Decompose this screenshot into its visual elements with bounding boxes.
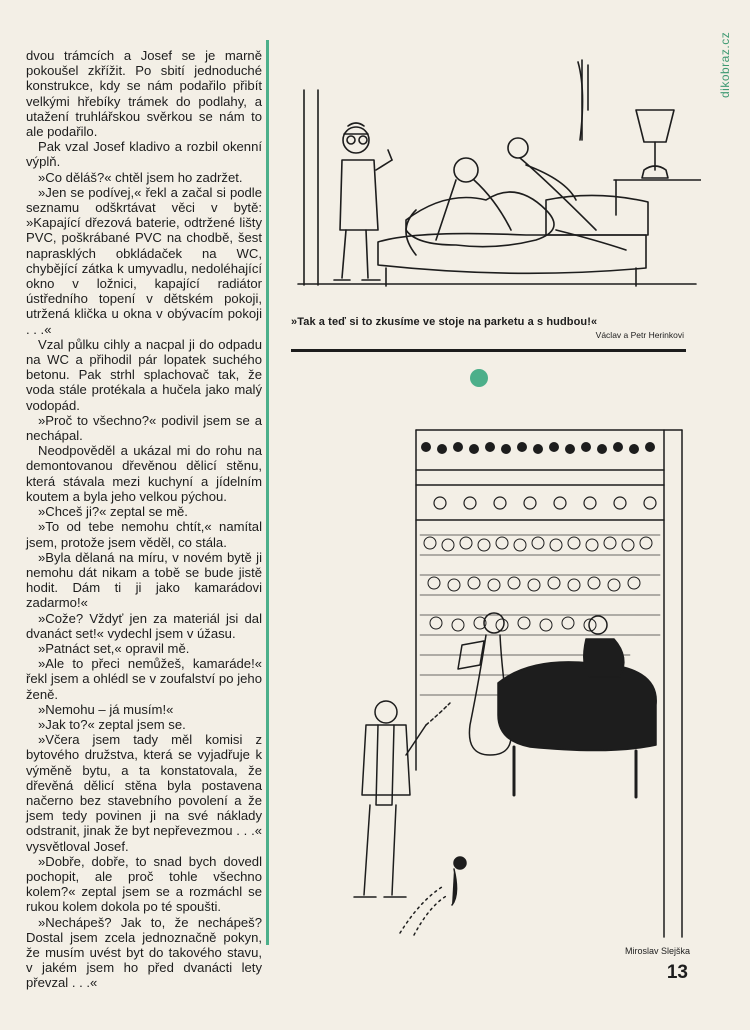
article-paragraph: »Včera jsem tady měl komisi z bytového družstva, která se vyjadřuje k výměně bytu, a ta konstatovala, že dřevěná dělicí stěna byla postavena načerno bez stavebního povolení a že jsem tedy povinen ji na své náklady odstranit, jinak že byt nepřevezmou . . .« vysvětloval Josef. [26, 732, 262, 854]
page-number: 13 [666, 962, 688, 983]
article-paragraph: Pak vzal Josef kladivo a rozbil okenní výplň. [26, 139, 262, 170]
article-paragraph: »Nemohu – já musím!« [38, 701, 174, 717]
article-paragraph: »Co děláš?« chtěl jsem ho zadržet. [38, 169, 243, 185]
article-paragraph: »Ale to přeci nemůžeš, kamaráde!« řekl jsem a ohlédl se v zoufalství po jeho ženě. [26, 656, 262, 702]
site-watermark: dikobraz.cz [718, 31, 732, 98]
cartoon-bedroom-illustration [296, 30, 701, 300]
section-rule [291, 349, 686, 352]
green-dot-ornament [470, 369, 488, 387]
cartoon-caption: »Tak a teď si to zkusíme ve stoje na parketu a s hudbou!« [291, 316, 598, 328]
article-column [26, 48, 262, 991]
article-paragraph: »Proč to všechno?« podivil jsem se a nechápal. [26, 412, 262, 444]
article-paragraph: »Jen se podívej,« řekl a začal si podle seznamu odškrtávat věci v bytě: »Kapající dřezová baterie, odtržené lišty PVC, poškrábané PVC na chodbě, šest naprasklých obkládaček na WC, chybějící zátka k umyvadlu, nedoléhající okno v ložnici, kapající radiátor ústředního topení v dětském pokoji, utržená klička u okna v obývacím pokoji . . .« [26, 184, 262, 337]
article-paragraph: »Cože? Vždyť jen za materiál jsi dal dvanáct set!« vydechl jsem v úžasu. [26, 610, 262, 641]
cartoon-concert-hall-illustration [330, 425, 690, 940]
article-paragraph: Neodpověděl a ukázal mi do rohu na demontovanou dřevěnou dělicí stěnu, která stávala mezi kuchyní a jídelním koutem a byla jeho velkou pýchou. [26, 443, 262, 504]
article-paragraph: »To od tebe nemohu chtít,« namítal jsem, protože jsem věděl, co stála. [26, 519, 262, 550]
article-paragraph: »Byla dělaná na míru, v novém bytě ji nemohu dát nikam a tobě se bude jistě hodit. Dám ti ji jako kamarádovi zadarmo!« [26, 549, 262, 611]
article-paragraph: »Jak to?« zeptal jsem se. [38, 716, 186, 732]
article-paragraph: »Chceš ji?« zeptal se mě. [38, 504, 188, 520]
article-paragraph: dvou trámcích a Josef se je marně pokoušel zkřížit. Po sbití jednoduché konstrukce, kdy se nám podařilo přibít velkými hřebíky trámek do podlahy, a utažení truhlářskou svěrkou se nám to ale podařilo. [26, 48, 262, 140]
article-paragraph: »Nechápeš? Jak to, že nechápeš? Dostal jsem zcela jednoznačně pokyn, že musím uvést byt do takového stavu, v jakém jsem ho před dvanácti lety převzal . . .« [26, 914, 262, 991]
article-paragraph: »Dobře, dobře, to snad bych dovedl pochopit, ale proč tohle všechno kolem?« zeptal jsem se a rozmáchl se rukou kolem dokola po té spoušti. [26, 853, 262, 915]
cartoon-credit: Václav a Petr Herinkovi [595, 330, 684, 340]
article-paragraph: »Patnáct set,« opravil mě. [38, 640, 190, 656]
article-paragraph: Vzal půlku cihly a nacpal ji do odpadu na WC a přihodil pár lopatek suchého betonu. Pak strhl splachovač tak, že voda stále protékala a hučela jako malý vodopád. [26, 336, 262, 413]
column-divider [266, 40, 269, 945]
cartoon-credit: Miroslav Slejška [624, 946, 690, 956]
